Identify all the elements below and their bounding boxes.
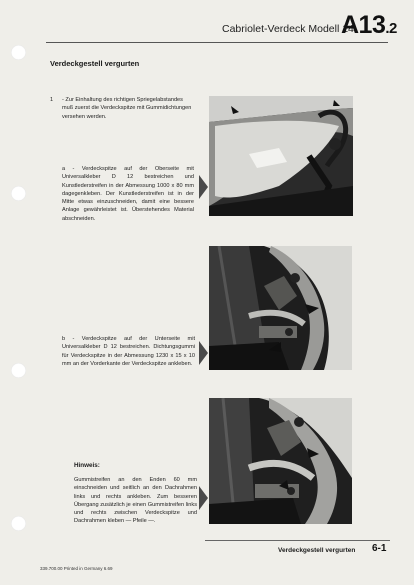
footer-rule — [205, 540, 390, 541]
pointer-arrow-icon — [199, 486, 208, 510]
step-1-text: - Zur Einhaltung des richtigen Spriegelabstandes muß zuerst die Verdeckspitze mit Gummidichtungen versehen werden. — [62, 97, 192, 120]
pointer-arrow-icon — [199, 175, 208, 199]
hint-text: Gummistreifen an den Enden 60 mm einschneiden und seitlich an den Dachrahmen links und rechts ankleben. Zum besseren Übergang zusätzlich je einen Gummistreifen links und rechts zwischen Verdeckspitze und Dachrahmen kleben — Pfeile —. — [74, 477, 197, 525]
instruction-b: b - Verdeckspitze auf der Unterseite mit Universalkleber D 12 bestreichen. Dichtungsgummi für Verdeckspitze in der Abmessung 1230 x 15 x 10 mm an der Vorderkante der Verdeckspitze ankleben. — [62, 336, 195, 367]
punch-hole — [11, 516, 26, 531]
section-code — [341, 11, 397, 40]
page-number: 6-1 — [372, 543, 387, 554]
photo-roof-tip-top — [209, 96, 353, 216]
header-title: Cabriolet-Verdeck Modell 14 — [222, 23, 354, 35]
step-number: 1 — [50, 97, 54, 103]
instruction-a: a - Verdeckspitze auf der Oberseite mit Universalkleber D 12 bestreichen und Kunstlederstreifen in der Abmessung 1000 x 80 mm dagegenkleben. Der Kunstlederstreifen ist in der Mitte etwas einzuschneiden, damit eine bessere Anlage gewährleistet ist. Überstehendes Material abschneiden. — [62, 166, 194, 222]
section-title: Verdeckgestell vergurten — [50, 59, 140, 68]
pointer-arrow-icon — [199, 341, 208, 365]
footer-title: Verdeckgestell vergurten — [278, 547, 356, 554]
hint-title: Hinweis: — [74, 462, 100, 469]
punch-hole — [11, 45, 26, 60]
punch-hole — [11, 186, 26, 201]
photo-rubber-strips — [209, 398, 352, 524]
print-line: 339.700.00 Printed in Germany 6.69 — [40, 566, 113, 571]
section-code-main: A13 — [341, 11, 386, 39]
header-rule — [46, 42, 388, 43]
section-code-sub: .2 — [385, 20, 397, 37]
punch-hole — [11, 363, 26, 378]
photo-roof-tip-underside — [209, 246, 352, 370]
